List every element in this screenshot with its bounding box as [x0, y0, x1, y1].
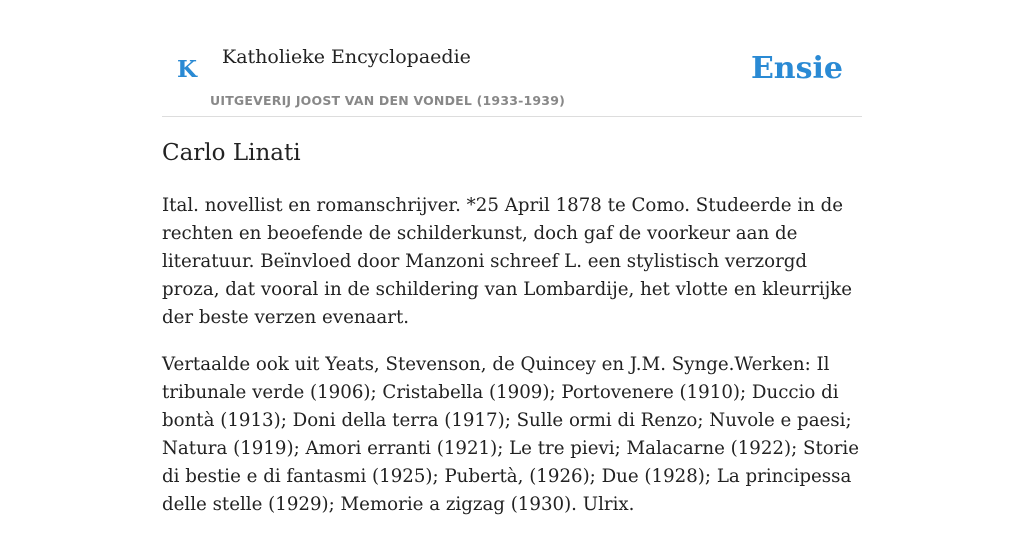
article-body [162, 192, 862, 538]
ensie-logo[interactable]: Ensie [750, 51, 843, 86]
article-title: Carlo Linati [162, 140, 301, 166]
site-header [162, 0, 862, 117]
publisher-line: UITGEVERIJ JOOST VAN DEN VONDEL (1933-1939) [210, 93, 566, 108]
publication-logo[interactable]: K [177, 56, 197, 83]
article-paragraph: Ital. novellist en romanschrijver. *25 April 1878 te Como. Studeerde in de rechten en beoefende de schilderkunst, doch gaf de voorkeur aan de literatuur. Beïnvloed door Manzoni schreef L. een stylistisch verzorgd proza, dat vooral in de schildering van Lombardije, het vlotte en kleurrijke der beste verzen evenaart. [162, 195, 853, 328]
page-container [162, 0, 862, 515]
article-paragraph: Vertaalde ook uit Yeats, Stevenson, de Quincey en J.M. Synge.Werken: Il tribunale verde (1906); Cristabella (1909); Portovenere (1910); Duccio di bontà (1913); Doni della terra (1917); Sulle ormi di Renzo; Nuvole e paesi; Natura (1919); Amori erranti (1921); Le tre pievi; Malacarne (1922); Storie di bestie e di fantasmi (1925); Pubertà, (1926); Due (1928); La principessa delle stelle (1929); Memorie a zigzag (1930). Ulrix. [162, 354, 859, 515]
publication-title[interactable]: Katholieke Encyclopaedie [222, 46, 471, 68]
